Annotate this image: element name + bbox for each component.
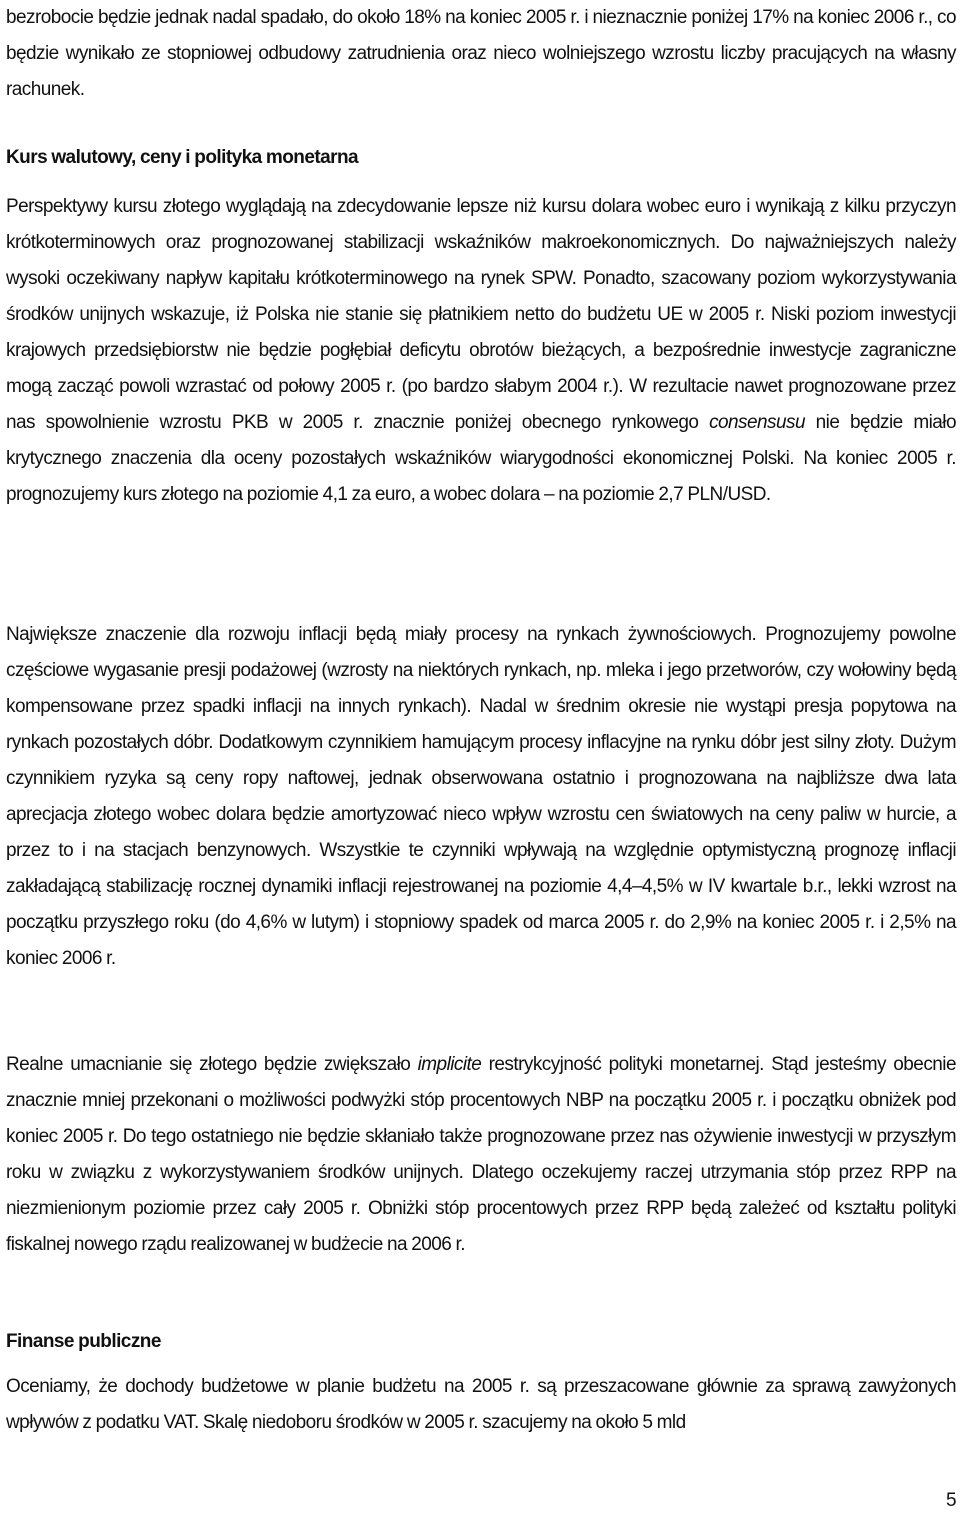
- paragraph-text: nie będzie miało krytycznego znaczenia dla oceny pozostałych wskaźników wiarygodności ekonomicznej Polski. Na koniec 2005 r. prognozujemy kurs złotego na poziomie 4,1 za euro, a wobec dolara – na poziomie 2,7 PLN/USD.: [6, 412, 956, 505]
- paragraph-exchange-rate: [6, 189, 956, 513]
- paragraph-monetary-policy: [6, 1047, 956, 1263]
- paragraph-inflation: Największe znaczenie dla rozwoju inflacji będą miały procesy na rynkach żywnościowych. Prognozujemy powolne częściowe wygasanie presji podażowej (wzrosty na niektórych rynkach, np. mleka i jego przetworów, czy wołowiny będą kompensowane przez spadki inflacji na innych rynkach). Nadal w średnim okresie nie wystąpi presja popytowa na rynkach pozostałych dóbr. Dodatkowym czynnikiem hamującym procesy inflacyjne na rynku dóbr jest silny złoty. Dużym czynnikiem ryzyka są ceny ropy naftowej, jednak obserwowana ostatnio i prognozowana na najbliższe dwa lata aprecjacja złotego wobec dolara będzie amortyzować nieco wpływ wzrostu cen światowych na ceny paliw w hurcie, a przez to i na stacjach benzynowych. Wszystkie te czynniki wpływają na względnie optymistyczną prognozę inflacji zakładającą stabilizację rocznej dynamiki inflacji rejestrowanej na poziomie 4,4–4,5% w IV kwartale b.r., lekki wzrost na początku przyszłego roku (do 4,6% w lutym) i stopniowy spadek od marca 2005 r. do 2,9% na koniec 2005 r. i 2,5% na koniec 2006 r.: [6, 624, 956, 969]
- paragraph-text: Perspektywy kursu złotego wyglądają na zdecydowanie lepsze niż kursu dolara wobec euro i wynikają z kilku przyczyn krótkoterminowych oraz prognozowanej stabilizacji wskaźników makroekonomicznych. Do najważniejszych należy wysoki oczekiwany napływ kapitału krótkoterminowego na rynek SPW. Ponadto, szacowany poziom wykorzystywania środków unijnych wskazuje, iż Polska nie stanie się płatnikiem netto do budżetu UE w 2005 r. Niski poziom inwestycji krajowych przedsiębiorstw nie będzie pogłębiał deficytu obrotów bieżących, a bezpośrednie inwestycje zagraniczne mogą zacząć powoli wzrastać od połowy 2005 r. (po bardzo słabym 2004 r.). W rezultacie nawet prognozowane przez nas spowolnienie wzrostu PKB w 2005 r. znacznie poniżej obecnego rynkowego: [6, 196, 956, 433]
- section-heading-public-finance: Finanse publiczne: [6, 1331, 161, 1352]
- intro-paragraph: bezrobocie będzie jednak nadal spadało, do około 18% na koniec 2005 r. i nieznacznie poniżej 17% na koniec 2006 r., co będzie wynikało ze stopniowej odbudowy zatrudnienia oraz nieco wolniejszego wzrostu liczby pracujących na własny rachunek.: [6, 7, 956, 100]
- paragraph-text: restrykcyjność polityki monetarnej. Stąd jesteśmy obecnie znacznie mniej przekonani o możliwości podwyżki stóp procentowych NBP na początku 2005 r. i początku obniżek pod koniec 2005 r. Do tego ostatniego nie będzie skłaniało także prognozowane przez nas ożywienie inwestycji w przyszłym roku w związku z wykorzystywaniem środków unijnych. Dlatego oczekujemy raczej utrzymania stóp przez RPP na niezmienionym poziomie przez cały 2005 r. Obniżki stóp procentowych przez RPP będą zależeć od kształtu polityki fiskalnej nowego rządu realizowanej w budżecie na 2006 r.: [6, 1054, 956, 1255]
- page-number: 5: [945, 1490, 956, 1511]
- italic-term: implicite: [417, 1054, 482, 1075]
- paragraph-public-finance: Oceniamy, że dochody budżetowe w planie budżetu na 2005 r. są przeszacowane głównie za sprawą zawyżonych wpływów z podatku VAT. Skalę niedoboru środków w 2005 r. szacujemy na około 5 mld: [6, 1376, 956, 1433]
- document-page: [6, 0, 956, 1521]
- italic-term: consensusu: [709, 412, 805, 433]
- section-heading-exchange-rate: Kurs walutowy, ceny i polityka monetarna: [6, 147, 359, 168]
- paragraph-text: Realne umacnianie się złotego będzie zwiększało: [6, 1054, 418, 1075]
